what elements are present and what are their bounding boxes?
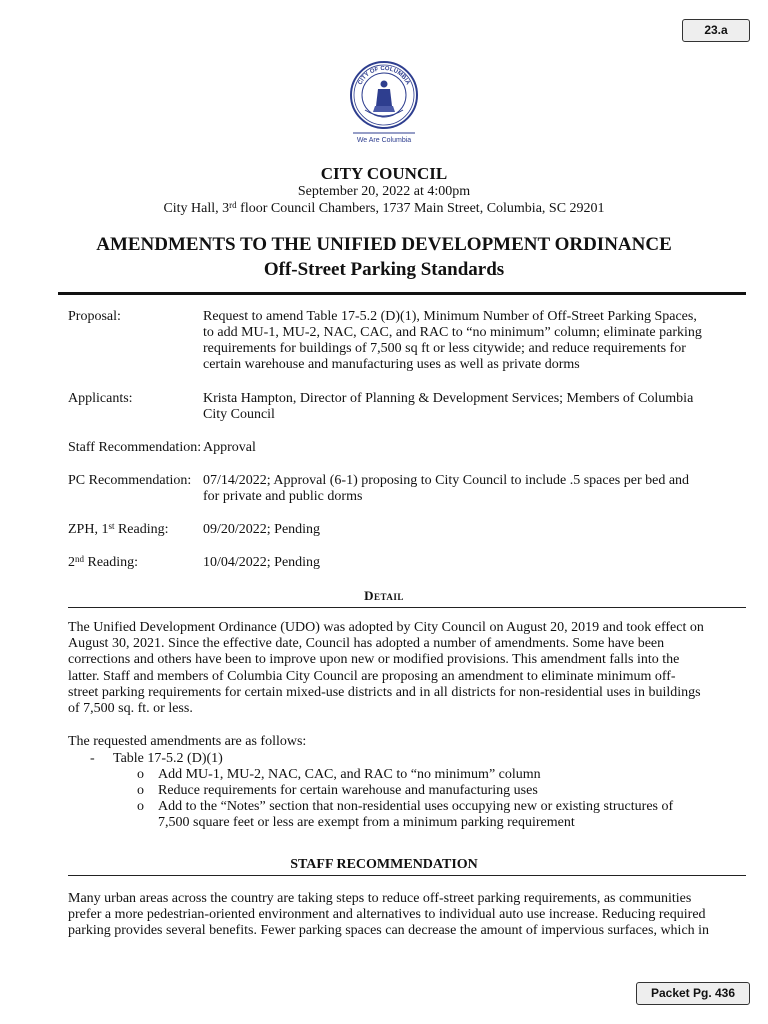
city-seal-icon (345, 60, 423, 146)
second-reading-value: 10/04/2022; Pending (203, 555, 321, 570)
proposal-label: Proposal: (68, 309, 121, 324)
proposal-value: Request to amend Table 17-5.2 (D)(1), Minimum Number of Off-Street Parking Spaces, to add MU-1, MU-2, NAC, CAC, and RAC to “no minimum” column; eliminate parking requirements for buildings of 7,500 sq ft or less citywide; and reduce requirements for certain warehouse and manufacturing uses as well as private dorms (203, 309, 702, 372)
seal-caption: We Are Columbia (356, 137, 412, 144)
detail-heading: Detail (364, 588, 404, 603)
city-seal-logo (345, 60, 423, 146)
applicants-label: Applicants: (68, 391, 133, 406)
packet-page-tag: Packet Pg. 436 (636, 982, 750, 1005)
second-reading-label: 2nd Reading: (68, 554, 139, 570)
pc-recommendation-value: 07/14/2022; Approval (6-1) proposing to City Council to include .5 spaces per bed and for private and public dorms (203, 473, 690, 504)
seal-ring-text: CITY OF COLUMBIA (357, 65, 411, 86)
pc-recommendation-label: PC Recommendation: (68, 473, 192, 488)
document-title: AMENDMENTS TO THE UNIFIED DEVELOPMENT ORDINANCE (96, 234, 672, 255)
meeting-location: City Hall, 3rd floor Council Chambers, 1737 Main Street, Columbia, SC 29201 (163, 200, 605, 216)
applicants-value: Krista Hampton, Director of Planning & Development Services; Members of Columbia City Council (203, 391, 694, 422)
zph-reading-label: ZPH, 1st Reading: (68, 521, 169, 537)
header-divider (58, 292, 746, 295)
page-item-tag: 23.a (682, 19, 750, 42)
detail-paragraph: The Unified Development Ordinance (UDO) was adopted by City Council on August 20, 2019 and took effect on August 30, 2021. Since the effective date, Council has adopted a number of amendments. Some have been corrections and others have been to improve upon new or modified provisions. This amendment falls into the latter. Staff and members of Columbia City Council are proposing an amendment to eliminate minimum off- street parking requirements for certain mixed-use districts and in all districts for non-residential uses in buildings of 7,500 sq. ft. or less. (68, 620, 704, 717)
council-heading: CITY COUNCIL (320, 164, 448, 183)
staff-recommendation-label: Staff Recommendation: (68, 440, 202, 455)
meeting-date: September 20, 2022 at 4:00pm (297, 184, 471, 199)
detail-divider (68, 607, 746, 608)
requested-amendments-intro: The requested amendments are as follows: (68, 734, 307, 749)
staff-recommendation-paragraph: Many urban areas across the country are taking steps to reduce off-street parking requirements, as communities prefer a more pedestrian-oriented environment and alternatives to individual auto use increase. Reducing required parking provides several benefits. Fewer parking spaces can decrease the amount of impervious surfaces, which in (68, 891, 710, 939)
staff-recommendation-heading: STAFF RECOMMENDATION (290, 857, 478, 872)
staff-recommendation-value: Approval (203, 440, 256, 455)
zph-reading-value: 09/20/2022; Pending (203, 522, 321, 537)
document-subtitle: Off-Street Parking Standards (263, 259, 505, 280)
staff-recommendation-divider (68, 875, 746, 876)
